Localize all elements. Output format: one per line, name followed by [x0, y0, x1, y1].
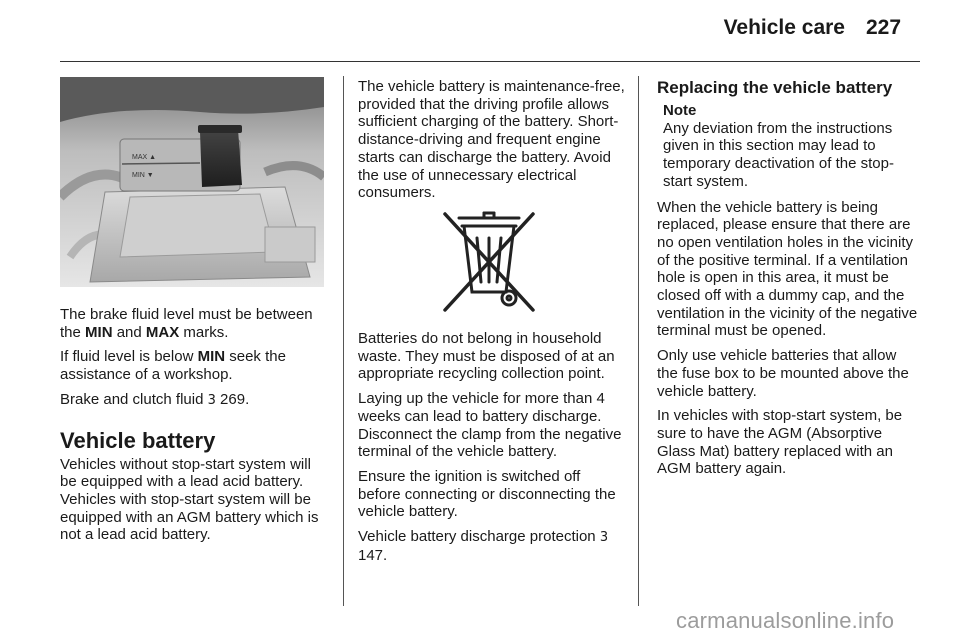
replacing-battery-heading: Replacing the vehicle battery: [657, 78, 893, 97]
column-2-lower: [358, 330, 626, 571]
battery-type-text: Vehicles without stop-start system will be equipped with a lead acid battery. Vehicles with stop-start system will be equipped with an AGM battery which is not a lead acid battery.: [60, 455, 319, 544]
note-label: Note: [663, 102, 697, 119]
note-box: [663, 102, 921, 191]
page-header-title: Vehicle care: [723, 16, 845, 39]
cross-reference-icon: 3: [599, 530, 609, 546]
ignition-off-text: Ensure the ignition is switched off before connecting or disconnecting the vehicle battery.: [358, 467, 616, 521]
cross-reference-icon: 3: [207, 392, 216, 408]
max-mark-label: MAX ▲: [132, 154, 157, 161]
brake-fluid-reservoir-photo: [60, 77, 324, 287]
fuse-box-text: Only use vehicle batteries that allow the fuse box to be mounted above the vehicle battery.: [657, 347, 909, 400]
battery-disposal-text: Batteries do not belong in household waste. They must be disposed of at an appropriate recycling collection point.: [358, 330, 615, 383]
vehicle-battery-heading: Vehicle battery: [60, 427, 216, 453]
discharge-protection-ref: Vehicle battery discharge protection 3 147.: [358, 528, 609, 564]
fluid-below-min-text: If fluid level is below MIN seek the assistance of a workshop.: [60, 348, 286, 384]
ventilation-holes-text: When the vehicle battery is being replaced, please ensure that there are no open ventilation holes in the vicinity of the positive terminal. If a ventilation hole is open in this area, it must be closed off with a dummy cap, and the ventilation in the vicinity of the negative terminal must be opened.: [657, 198, 918, 340]
column-divider-2: [638, 76, 639, 606]
note-text: Any deviation from the instructions given in this section may lead to temporary deactivation of the stop-start system.: [663, 119, 894, 190]
column-3: [657, 78, 921, 485]
watermark: carmanualsonline.info: [676, 608, 895, 633]
brake-clutch-fluid-ref: Brake and clutch fluid 3 269.: [60, 390, 250, 408]
column-2: [358, 78, 626, 209]
column-1: [60, 306, 330, 551]
laying-up-text: Laying up the vehicle for more than 4 weeks can lead to battery discharge. Disconnect the clamp from the negative terminal of the vehicle battery.: [358, 390, 622, 461]
crossed-out-bin-icon: [437, 210, 541, 315]
brake-fluid-level-text: The brake fluid level must be between the MIN and MAX marks.: [60, 306, 313, 341]
maintenance-free-text: The vehicle battery is maintenance-free, provided that the driving profile allows sufficient charging of the battery. Short-distance-driving and frequent engine starts can discharge the battery. Avoid the use of unnecessary electrical consumers.: [358, 78, 625, 202]
header-rule: [60, 61, 920, 62]
column-divider-1: [343, 76, 344, 606]
page-number: 227: [866, 16, 902, 39]
min-mark-label: MIN ▼: [132, 172, 154, 179]
agm-replacement-text: In vehicles with stop-start system, be sure to have the AGM (Absorptive Glass Mat) battery replaced with an AGM battery again.: [657, 407, 903, 478]
